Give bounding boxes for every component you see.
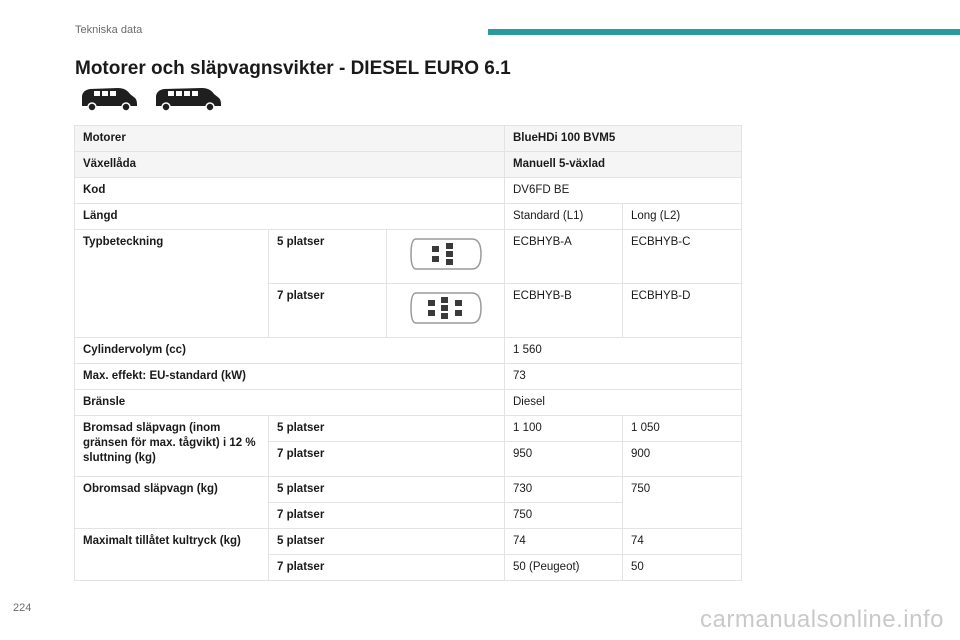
typ-5-l1: ECBHYB-A <box>505 230 623 284</box>
kod-label: Kod <box>75 178 505 204</box>
seat-layout-5-icon <box>408 235 484 273</box>
page-title: Motorer och släpvagnsvikter - DIESEL EURO 6.1 <box>75 58 511 79</box>
vaxellada-value: Manuell 5-växlad <box>505 152 742 178</box>
vehicle-icons <box>80 84 222 112</box>
kultryck-7-l2: 50 <box>623 555 742 581</box>
obromsad-l2: 750 <box>623 477 742 529</box>
table-row <box>75 152 742 178</box>
langd-label: Längd <box>75 204 505 230</box>
table-row <box>75 204 742 230</box>
bromsad-7-l2: 900 <box>623 442 742 477</box>
bromsad-7-l1: 950 <box>505 442 623 477</box>
langd-long: Long (L2) <box>623 204 742 230</box>
seats-label: 7 platser <box>269 442 505 477</box>
effekt-value: 73 <box>505 364 742 390</box>
motorer-value: BlueHDi 100 BVM5 <box>505 126 742 152</box>
seats-label: 7 platser <box>269 503 505 529</box>
vaxellada-label: Växellåda <box>75 152 505 178</box>
bransle-label: Bränsle <box>75 390 505 416</box>
obromsad-7-l1: 750 <box>505 503 623 529</box>
bromsad-5-l1: 1 100 <box>505 416 623 442</box>
header-accent-bar <box>488 29 960 35</box>
table-row <box>75 230 742 284</box>
seats-label: 7 platser <box>269 555 505 581</box>
kultryck-7-l1: 50 (Peugeot) <box>505 555 623 581</box>
motorer-label: Motorer <box>75 126 505 152</box>
bransle-value: Diesel <box>505 390 742 416</box>
section-label: Tekniska data <box>75 24 143 36</box>
typ-5-l2: ECBHYB-C <box>623 230 742 284</box>
bromsad-5-l2: 1 050 <box>623 416 742 442</box>
table-row <box>75 338 742 364</box>
seats-label: 7 platser <box>269 284 387 338</box>
van-long-icon <box>154 84 222 112</box>
kultryck-label: Maximalt tillåtet kultryck (kg) <box>75 529 269 581</box>
seats-label: 5 platser <box>269 230 387 284</box>
van-short-icon <box>80 84 138 112</box>
seat-layout-5-icon <box>387 230 505 284</box>
table-row <box>75 477 742 503</box>
seats-label: 5 platser <box>269 416 505 442</box>
table-row <box>75 126 742 152</box>
page-number: 224 <box>13 602 32 614</box>
obromsad-5-l1: 730 <box>505 477 623 503</box>
seat-layout-7-icon <box>408 289 484 327</box>
cylindervolym-value: 1 560 <box>505 338 742 364</box>
kultryck-5-l2: 74 <box>623 529 742 555</box>
kod-value: DV6FD BE <box>505 178 742 204</box>
obromsad-label: Obromsad släpvagn (kg) <box>75 477 269 529</box>
langd-standard: Standard (L1) <box>505 204 623 230</box>
bromsad-label: Bromsad släpvagn (inom gränsen för max. tågvikt) i 12 % sluttning (kg) <box>75 416 269 477</box>
table-row <box>75 416 742 442</box>
typbeteckning-label: Typbeteckning <box>75 230 269 338</box>
table-row <box>75 390 742 416</box>
typ-7-l2: ECBHYB-D <box>623 284 742 338</box>
seats-label: 5 platser <box>269 477 505 503</box>
seat-layout-7-icon <box>387 284 505 338</box>
spec-table <box>74 125 742 581</box>
table-row <box>75 178 742 204</box>
table-row <box>75 364 742 390</box>
cylindervolym-label: Cylindervolym (cc) <box>75 338 505 364</box>
effekt-label: Max. effekt: EU-standard (kW) <box>75 364 505 390</box>
seats-label: 5 platser <box>269 529 505 555</box>
kultryck-5-l1: 74 <box>505 529 623 555</box>
site-watermark: carmanualsonline.info <box>700 606 944 633</box>
typ-7-l1: ECBHYB-B <box>505 284 623 338</box>
table-row <box>75 529 742 555</box>
